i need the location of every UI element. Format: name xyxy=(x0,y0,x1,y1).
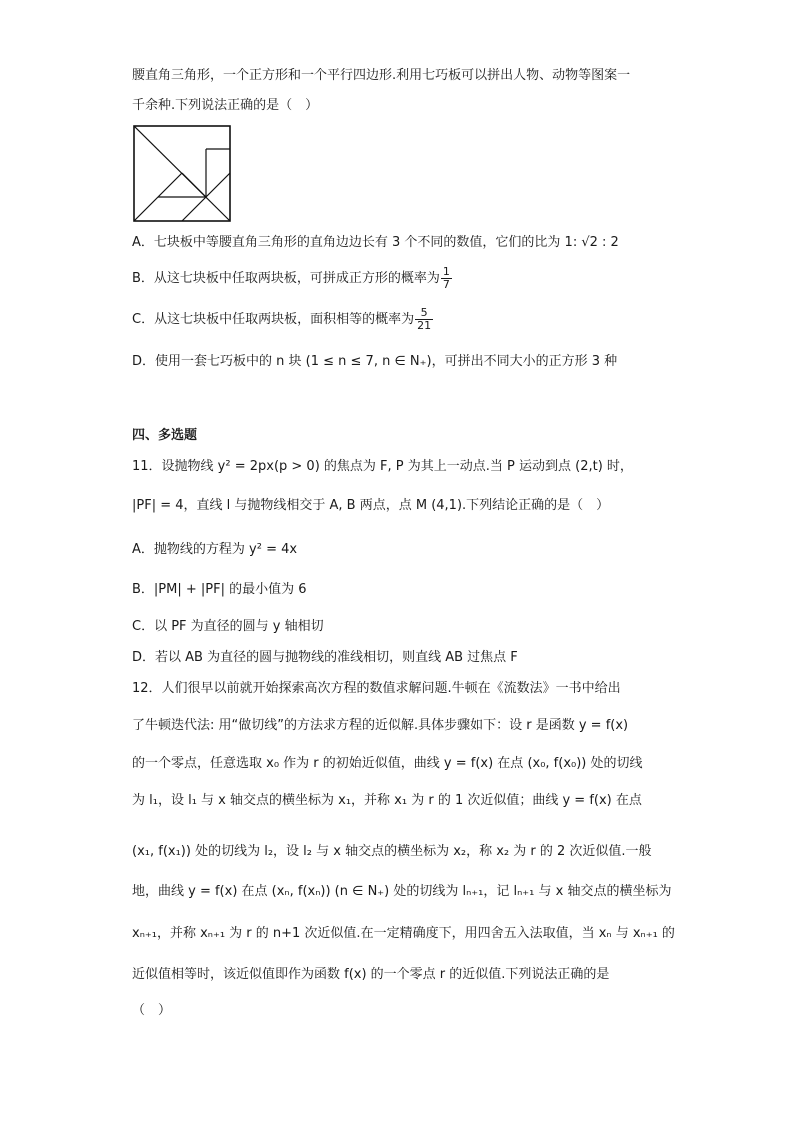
q10-option-b-text: B．从这七块板中任取两块板，可拼成正方形的概率为 xyxy=(132,271,440,286)
q10-option-a: A．七块板中等腰直角三角形的直角边边长有 3 个不同的数值，它们的比为 1: √2 : 2 xyxy=(132,235,619,250)
q11-stem-line-1: 11．设抛物线 y² = 2px(p > 0) 的焦点为 F, P 为其上一动点.当 P 运动到点 (2,t) 时， xyxy=(132,459,633,474)
q12-line-4: 为 l₁，设 l₁ 与 x 轴交点的横坐标为 x₁，并称 x₁ 为 r 的 1 次近似值；曲线 y = f(x) 在点 xyxy=(132,793,642,808)
fraction-numerator: 5 xyxy=(415,307,433,320)
tangram-parallelogram-edge xyxy=(182,173,206,197)
q10-option-d: D．使用一套七巧板中的 n 块 (1 ≤ n ≤ 7, n ∈ N₊)，可拼出不同大小的正方形 3 种 xyxy=(132,354,618,369)
q12-line-1: 12．人们很早以前就开始探索高次方程的数值求解问题.牛顿在《流数法》一书中给出 xyxy=(132,681,621,696)
q10-stem-line-2: 千余种.下列说法正确的是（ ） xyxy=(132,98,319,113)
q12-line-6: 地，曲线 y = f(x) 在点 (xₙ, f(xₙ)) (n ∈ N₊) 处的切线为 lₙ₊₁，记 lₙ₊₁ 与 x 轴交点的横坐标为 xyxy=(132,884,672,899)
q12-line-2: 了牛顿迭代法: 用“做切线”的方法求方程的近似解.具体步骤如下：设 r 是函数 y = f(x) xyxy=(132,718,629,733)
q10-option-b xyxy=(132,266,453,292)
q11-stem-line-2: |PF| = 4，直线 l 与抛物线相交于 A, B 两点，点 M (4,1).下列结论正确的是（ ） xyxy=(132,498,610,513)
fraction-five-twentyfirsts xyxy=(415,307,433,332)
q11-option-c: C．以 PF 为直径的圆与 y 轴相切 xyxy=(132,619,324,634)
q10-stem-line-1: 腰直角三角形，一个正方形和一个平行四边形.利用七巧板可以拼出人物、动物等图案一 xyxy=(132,68,631,83)
q12-line-9: （ ） xyxy=(132,1003,172,1018)
q12-line-5: (x₁, f(x₁)) 处的切线为 l₂，设 l₂ 与 x 轴交点的横坐标为 x₂，称 x₂ 为 r 的 2 次近似值.一般 xyxy=(132,844,652,859)
q10-option-c xyxy=(132,307,434,333)
fraction-numerator: 1 xyxy=(442,265,450,278)
tangram-figure xyxy=(133,125,231,222)
q11-option-b: B．|PM| + |PF| 的最小值为 6 xyxy=(132,582,307,597)
section-title: 四、多选题 xyxy=(132,428,198,443)
q12-line-3: 的一个零点，任意选取 x₀ 作为 r 的初始近似值，曲线 y = f(x) 在点 (x₀, f(x₀)) 处的切线 xyxy=(132,756,643,771)
q10-option-c-text: C．从这七块板中任取两块板，面积相等的概率为 xyxy=(132,312,415,327)
q11-option-a: A．抛物线的方程为 y² = 4x xyxy=(132,542,298,557)
q12-line-7: xₙ₊₁，并称 xₙ₊₁ 为 r 的 n+1 次近似值.在一定精确度下，用四舍五入法取值，当 xₙ 与 xₙ₊₁ 的 xyxy=(132,926,675,941)
q11-option-d: D．若以 AB 为直径的圆与抛物线的准线相切，则直线 AB 过焦点 F xyxy=(132,650,518,665)
fraction-denominator: 7 xyxy=(442,278,450,291)
fraction-denominator: 21 xyxy=(417,319,432,332)
q12-line-8: 近似值相等时，该近似值即作为函数 f(x) 的一个零点 r 的近似值.下列说法正确的是 xyxy=(132,967,610,982)
fraction-one-seventh xyxy=(441,266,452,291)
